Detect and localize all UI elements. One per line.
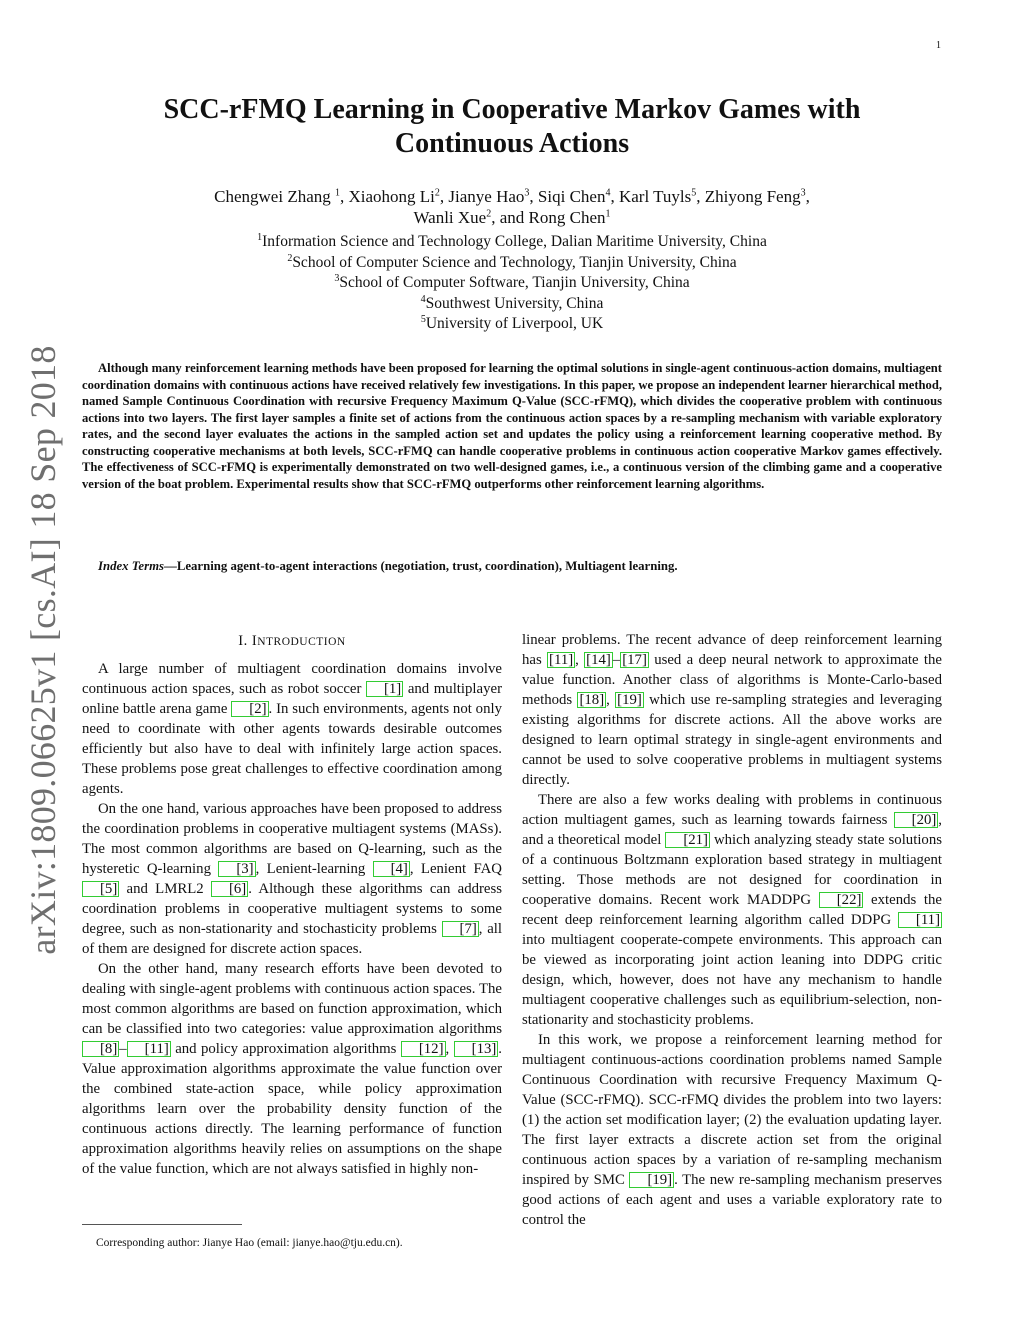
citation-link[interactable]: [11] (898, 912, 942, 928)
paragraph: A large number of multiagent coordination domains involve continuous action spaces, such as robot soccer [1] and multiplayer online battle arena game [2] . In such environments, agents not only need to coordinate with other agents towards desirable outcomes efficiently but also have to deal with infinitely large action spaces. These problems pose great challenges to effective coordination among agents. (82, 661, 502, 797)
citation-link[interactable]: [12] (401, 1041, 446, 1057)
affiliation-line: $^2$School of Computer Science and Technology, Tianjin University, China (287, 252, 737, 271)
corresponding-author-footnote: Corresponding author: Jianye Hao (email: jianye.hao@tju.edu.cn). (96, 1237, 403, 1249)
citation-link[interactable]: [11] (549, 652, 574, 668)
page-number: 1 (936, 40, 941, 51)
affiliation-line: $^1$Information Science and Technology College, Dalian Maritime University, China (257, 231, 767, 250)
author-name: Zhiyong Feng (704, 187, 801, 206)
right-column (522, 630, 942, 1230)
paragraph: There are also a few works dealing with problems in continuous action multiagent games, such as learning towards fairness [20] , and a theoretical model [21] which analyzing steady state solutions of a continuous Boltzmann exploration based strategy in multiagent setting. Those methods are not designed for coordination in cooperative domains. Recent work MADDPG [22] extends the recent deep reinforcement learning algorithm called DDPG [11] into multiagent cooperate-compete environments. This approach can be viewed as incorporating joint action leaning into DDPG critic design, which, however, does not have any mechanism to handle multiagent cooperative challenges such as equilibrium-selection, non-stationarity and stochasticity problems. (522, 792, 942, 1028)
paragraph: linear problems. The recent advance of deep reinforcement learning has [11] , [14] – [17] used a deep neural network to approximate the value function. Another class of algorithms is Monte-Carlo-based methods [18] , [19] which use re-sampling strategies and leveraging existing algorithms for discrete actions. All the above works are designed to learn optimal strategy in single-agent environments and cannot be used to solve cooperative problems in multiagent systems directly. (522, 632, 942, 788)
author-affiliation-mark: 3 (800, 187, 806, 199)
citation-link[interactable]: [20] (894, 812, 939, 828)
citation-link[interactable]: [7] (442, 921, 479, 937)
abstract: Although many reinforcement learning methods have been proposed for learning the optimal solutions in single-agent continuous-action domains, multiagent coordination domains with continuous actions have received relatively few investigations. In this paper, we propose an independent learner hierarchical method, named Sample Continuous Coordination with recursive Frequency Maximum Q-Value (SCC-rFMQ), which divides the cooperative problem with continuous actions into two layers. The first layer samples a finite set of actions from the continuous action spaces by a re-sampling mechanism with variable exploratory rates, and the second layer evaluates the actions in the sampled action set and updates the policy using a reinforcement learning cooperative method. By constructing cooperative mechanisms at both levels, SCC-rFMQ can handle cooperative problems in continuous action cooperative Markov games effectively. The effectiveness of SCC-rFMQ is experimentally demonstrated on two well-designed games, i.e., a continuous version of the climbing game and a cooperative version of the boat problem. Experimental results show that SCC-rFMQ outperforms other reinforcement learning algorithms. (82, 361, 942, 491)
author-name: Karl Tuyls (618, 187, 692, 206)
author-name: Chengwei Zhang (214, 187, 331, 206)
citation-link[interactable]: [2] (231, 701, 268, 717)
author-affiliation-mark: 3 (524, 187, 530, 199)
author-name: Wanli Xue (413, 208, 487, 227)
citation-link[interactable]: [5] (82, 881, 119, 897)
citation-link[interactable]: [8] (82, 1041, 119, 1057)
author-affiliation-mark: 1 (335, 187, 340, 199)
author-name: Rong Chen (528, 208, 606, 227)
index-terms (82, 558, 942, 575)
paragraph: On the other hand, many research efforts have been devoted to dealing with single-agent problems with continuous action spaces. The most common algorithms are based on function approximation, which can be classified into two categories: value approximation algorithms [8] – [11] and policy approximation algorithms [12] , [13] . Value approximation algorithms approximate the value function over the combined state-action space, while policy approximation algorithms learn over the probability density function of the continuous actions directly. The learning performance of function approximation algorithms heavily relies on assumptions on the shape of the value function, which are not always satisfied in highly non- (82, 961, 502, 1177)
paragraph: On the one hand, various approaches have been proposed to address the coordination problems in cooperative multiagent systems (MASs). The most common algorithms are based on Q-learning, such as the hysteretic Q-learning [3] , Lenient-learning [4] , Lenient FAQ [5] and LMRL2 [6] . Although these algorithms can address coordination problems in cooperative multiagent systems to some degree, such as non-stationarity and stochasticity problems [7] , all of them are designed for discrete action spaces. (82, 801, 502, 957)
citation-link[interactable]: [18] (579, 692, 605, 708)
affiliation-list (110, 232, 914, 335)
citation-link[interactable]: [13] (454, 1041, 499, 1057)
index-terms-label: Index Terms (98, 559, 165, 573)
author-name: Xiaohong Li (348, 187, 435, 206)
author-affiliation-mark: 4 (605, 187, 611, 199)
citation-link[interactable]: [1] (366, 681, 403, 697)
section-heading-introduction: I. INTRODUCTION (238, 633, 346, 649)
author-affiliation-mark: 2 (486, 208, 492, 220)
author-affiliation-mark: 5 (691, 187, 697, 199)
citation-link[interactable]: [22] (819, 892, 864, 908)
author-affiliation-mark: 1 (605, 208, 611, 220)
footnote-divider (82, 1224, 242, 1225)
citation-link[interactable]: [3] (218, 861, 255, 877)
citation-link[interactable]: [21] (665, 832, 710, 848)
paper-title: SCC-rFMQ Learning in Cooperative Markov Games with Continuous Actions (163, 94, 861, 159)
author-name: Jianye Hao (448, 187, 525, 206)
author-affiliation-mark: 2 (434, 187, 440, 199)
affiliation-line: $^3$School of Computer Software, Tianjin University, China (334, 272, 690, 291)
author-list: Chengwei Zhang $^1$, Xiaohong Li$^2$, Jianye Hao$^3$, Siqi Chen$^4$, Karl Tuyls$^5$, Zhiyong Feng$^3$, Wanli Xue$^2$, and Rong Chen$^1$ (214, 187, 810, 227)
citation-link[interactable]: [14] (586, 652, 611, 668)
arxiv-identifier-stamp: arXiv:1809.06625v1 [cs.AI] 18 Sep 2018 (23, 345, 63, 955)
affiliation-line: $^4$Southwest University, China (420, 293, 604, 312)
citation-link[interactable]: [17] (622, 652, 647, 668)
author-name: Siqi Chen (537, 187, 606, 206)
citation-link[interactable]: [4] (373, 861, 410, 877)
citation-link[interactable]: [19] (629, 1172, 674, 1188)
left-column (82, 630, 502, 1179)
citation-link[interactable]: [19] (617, 692, 642, 708)
affiliation-line: $^5$University of Liverpool, UK (420, 313, 604, 332)
citation-link[interactable]: [6] (211, 881, 248, 897)
paragraph: In this work, we propose a reinforcement learning method for multiagent continuous-actions coordination problems named Sample Continuous Coordination with recursive Frequency Maximum Q-Value (SCC-rFMQ). SCC-rFMQ divides the problem into two layers: (1) the action set modification layer; (2) the evaluation updating layer. The first layer extracts a discrete action set from the original continuous action spaces by a variation of re-sampling mechanism inspired by SMC [19] . The new re-sampling mechanism preserves good actions of each agent and uses a variable exploratory rate to control the (522, 1032, 942, 1228)
index-terms-text: —Learning agent-to-agent interactions (negotiation, trust, coordination), Multiagent learning. (164, 559, 678, 573)
citation-link[interactable]: [11] (127, 1041, 171, 1057)
